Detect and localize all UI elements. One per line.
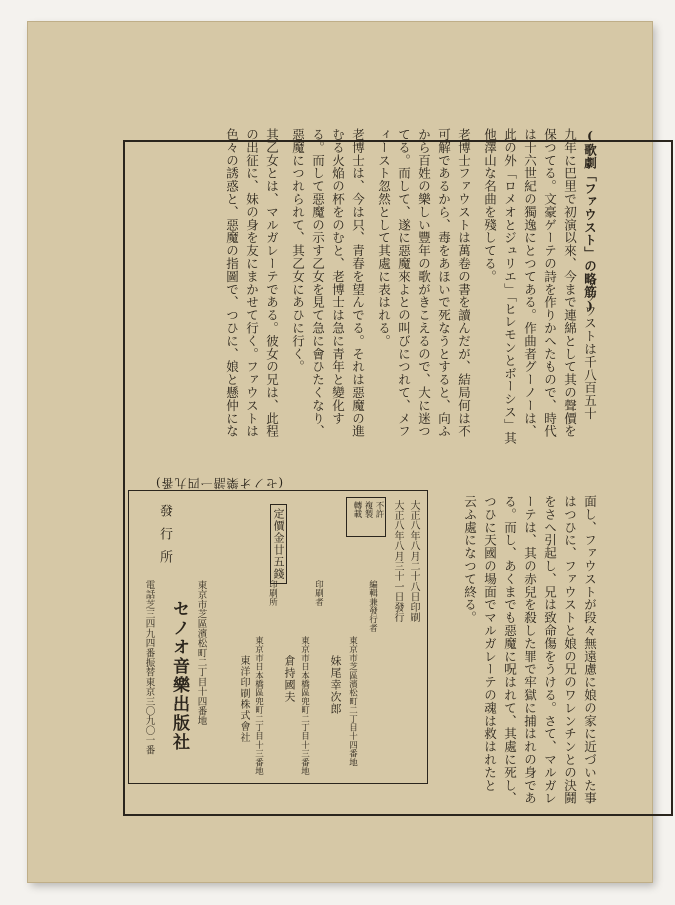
printing-date: 大正八年八月二十八日印刷: [408, 500, 419, 623]
publisher-phone: 電話芝三四九四番振替東京三〇九〇一番: [143, 580, 155, 755]
price-box: [270, 504, 287, 584]
synopsis-line: 惡魔につれられて、其乙女にあひに行く。: [290, 128, 306, 374]
price: 定價金廿五錢: [272, 508, 285, 580]
printer-address: 東京市日本橋區兜町二丁目十三番地: [299, 636, 310, 776]
synopsis-line: 老博士は、今は只、青春を望んでる。それは惡魔の進: [350, 128, 366, 438]
synopsis-title: (歌劇「ファウスト」の略筋): [582, 128, 598, 314]
synopsis-line: 保つてる。文豪ゲーテの詩を作りかへたもので、時代: [542, 128, 558, 438]
synopsis-line: 其乙女とは、マルガレーテである。彼女の兄は、此程: [264, 128, 280, 438]
synopsis-line: 老博士ファウストは萬卷の書を讀んだが、結局何は不: [456, 128, 472, 438]
continuation-line: をさへ引起し、兄は致命傷をうける。さて、マルガレ: [542, 495, 558, 805]
synopsis-line: ィースト忽然として其處に表はれる。: [376, 128, 392, 348]
continuation-line: 面し、ファウストが段々無遠慮に娘の家に近づいた事: [582, 495, 598, 805]
synopsis-line: ファウストは千八百五十: [582, 278, 598, 420]
continuation-line: ーテは、其の赤兒を殺した罪で牢獄に捕はれの身であ: [522, 495, 538, 805]
synopsis-line: てる。而して、遂に惡魔來よとの叫びにつれて、メフ: [396, 128, 412, 438]
printer-name: 倉持國夫: [283, 655, 296, 703]
publisher-label: 發行所: [157, 504, 172, 573]
synopsis-line: 他澤山な名曲を殘してる。: [482, 128, 498, 283]
synopsis-line: る。而して惡魔の示す乙女を見て急に會ひたくなり、: [310, 128, 326, 438]
synopsis-line: は十六世紀の獨逸にとつてある。作曲者グーノーは、: [522, 128, 538, 438]
editor-label: 編輯兼發行者: [367, 580, 378, 633]
printer-label: 印刷者: [313, 580, 324, 607]
continuation-line: はつひに、ファウストと娘の兄のワレンチンとの決鬪: [562, 495, 578, 805]
continuation-line: つひに天國の場面でマルガレーテの魂は救はれたと: [482, 495, 498, 792]
synopsis-line: 色々の誘惑と、惡魔の指圖で、つひに、娘と懸仲にな: [224, 128, 240, 438]
continuation-line: る。而し、あくまでも惡魔に呪はれて、其處に死し、: [502, 495, 518, 805]
synopsis-line: むる火焔の杯をのむと、老博士は急に青年と變化す: [330, 128, 346, 425]
series-label: (セノオ樂譜一四九番): [155, 476, 284, 490]
editor-address: 東京市芝區濱松町二丁目十四番地: [347, 636, 358, 767]
synopsis-line: から百姓の樂しい豐年の歌がきこえるので、大に迷つ: [416, 128, 432, 438]
reproduction-notice: 不許 複製 轉載: [346, 497, 386, 537]
synopsis-line: 九年に巴里で初演以來、今まで連綿として其の聲價を: [562, 128, 578, 438]
continuation-line: 云ふ處になつて終る。: [462, 495, 478, 624]
press-label: 印刷所: [267, 580, 278, 607]
synopsis-line: 此の外「ロメオとジュリエ」「ヒレモンとボーシス」其: [502, 128, 518, 445]
press-address: 東京市日本橋區兜町二丁目十三番地: [253, 636, 264, 776]
publishing-date: 大正八年八月三十一日發行: [392, 500, 403, 623]
synopsis-line: 可解であるから、毒をあほいで死なうとすると、向ふ: [436, 128, 452, 438]
editor-name: 妹尾幸次郎: [329, 655, 342, 715]
publisher-address: 東京市芝區濱松町二丁目十四番地: [195, 580, 207, 726]
publisher-name: セノオ音樂出版社: [169, 600, 189, 752]
press-name: 東洋印刷株式會社: [238, 655, 249, 743]
synopsis-line: の出征に、妹の身を友にまかせて行く。ファウストは: [244, 128, 260, 438]
